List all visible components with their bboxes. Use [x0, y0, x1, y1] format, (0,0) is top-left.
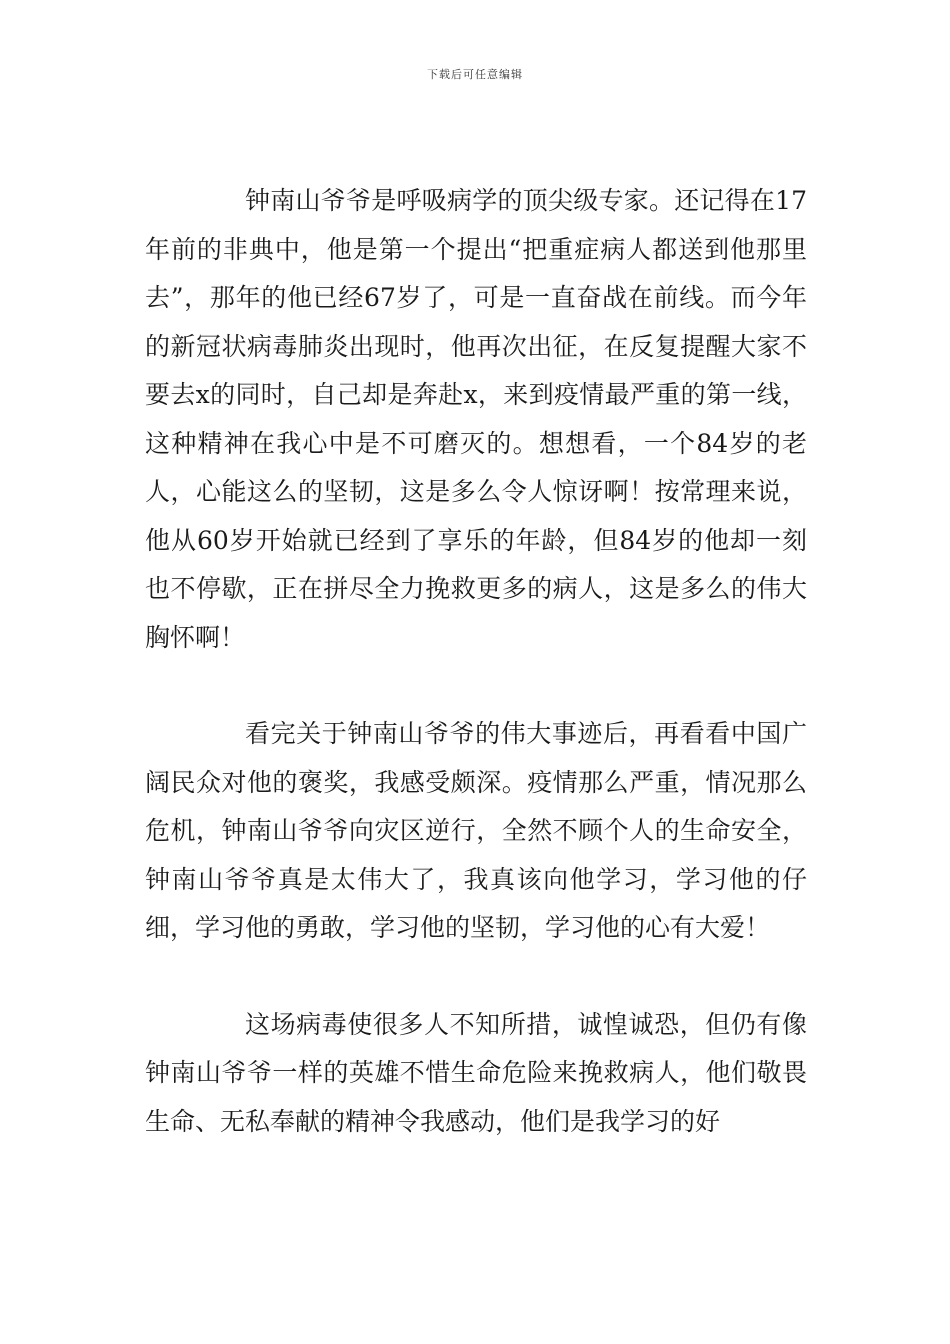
paragraph-1: 钟南山爷爷是呼吸病学的顶尖级专家。还记得在17年前的非典中，他是第一个提出“把重症病人都送到他那里去”，那年的他已经67岁了，可是一直奋战在前线。而今年的新冠状病毒肺炎出现时，他再次出征，在反复提醒大家不要去x的同时，自己却是奔赴x，来到疫情最严重的第一线，这种精神在我心中是不可磨灭的。想想看，一个84岁的老人，心能这么的坚韧，这是多么令人惊讶啊！按常理来说，他从60岁开始就已经到了享乐的年龄，但84岁的他却一刻也不停歇，正在拼尽全力挽救更多的病人，这是多么的伟大胸怀啊！ — [145, 186, 807, 652]
document-body — [145, 177, 807, 1146]
paragraph-2: 看完关于钟南山爷爷的伟大事迹后，再看看中国广阔民众对他的褒奖，我感受颇深。疫情那么严重，情况那么危机，钟南山爷爷向灾区逆行，全然不顾个人的生命安全，钟南山爷爷真是太伟大了，我真该向他学习，学习他的仔细，学习他的勇敢，学习他的坚韧，学习他的心有大爱！ — [145, 719, 807, 942]
page-header-note: 下载后可任意编辑 — [427, 68, 523, 81]
paragraph-3: 这场病毒使很多人不知所措，诚惶诚恐，但仍有像钟南山爷爷一样的英雄不惜生命危险来挽救病人，他们敬畏生命、无私奉献的精神令我感动，他们是我学习的好 — [145, 1009, 807, 1136]
